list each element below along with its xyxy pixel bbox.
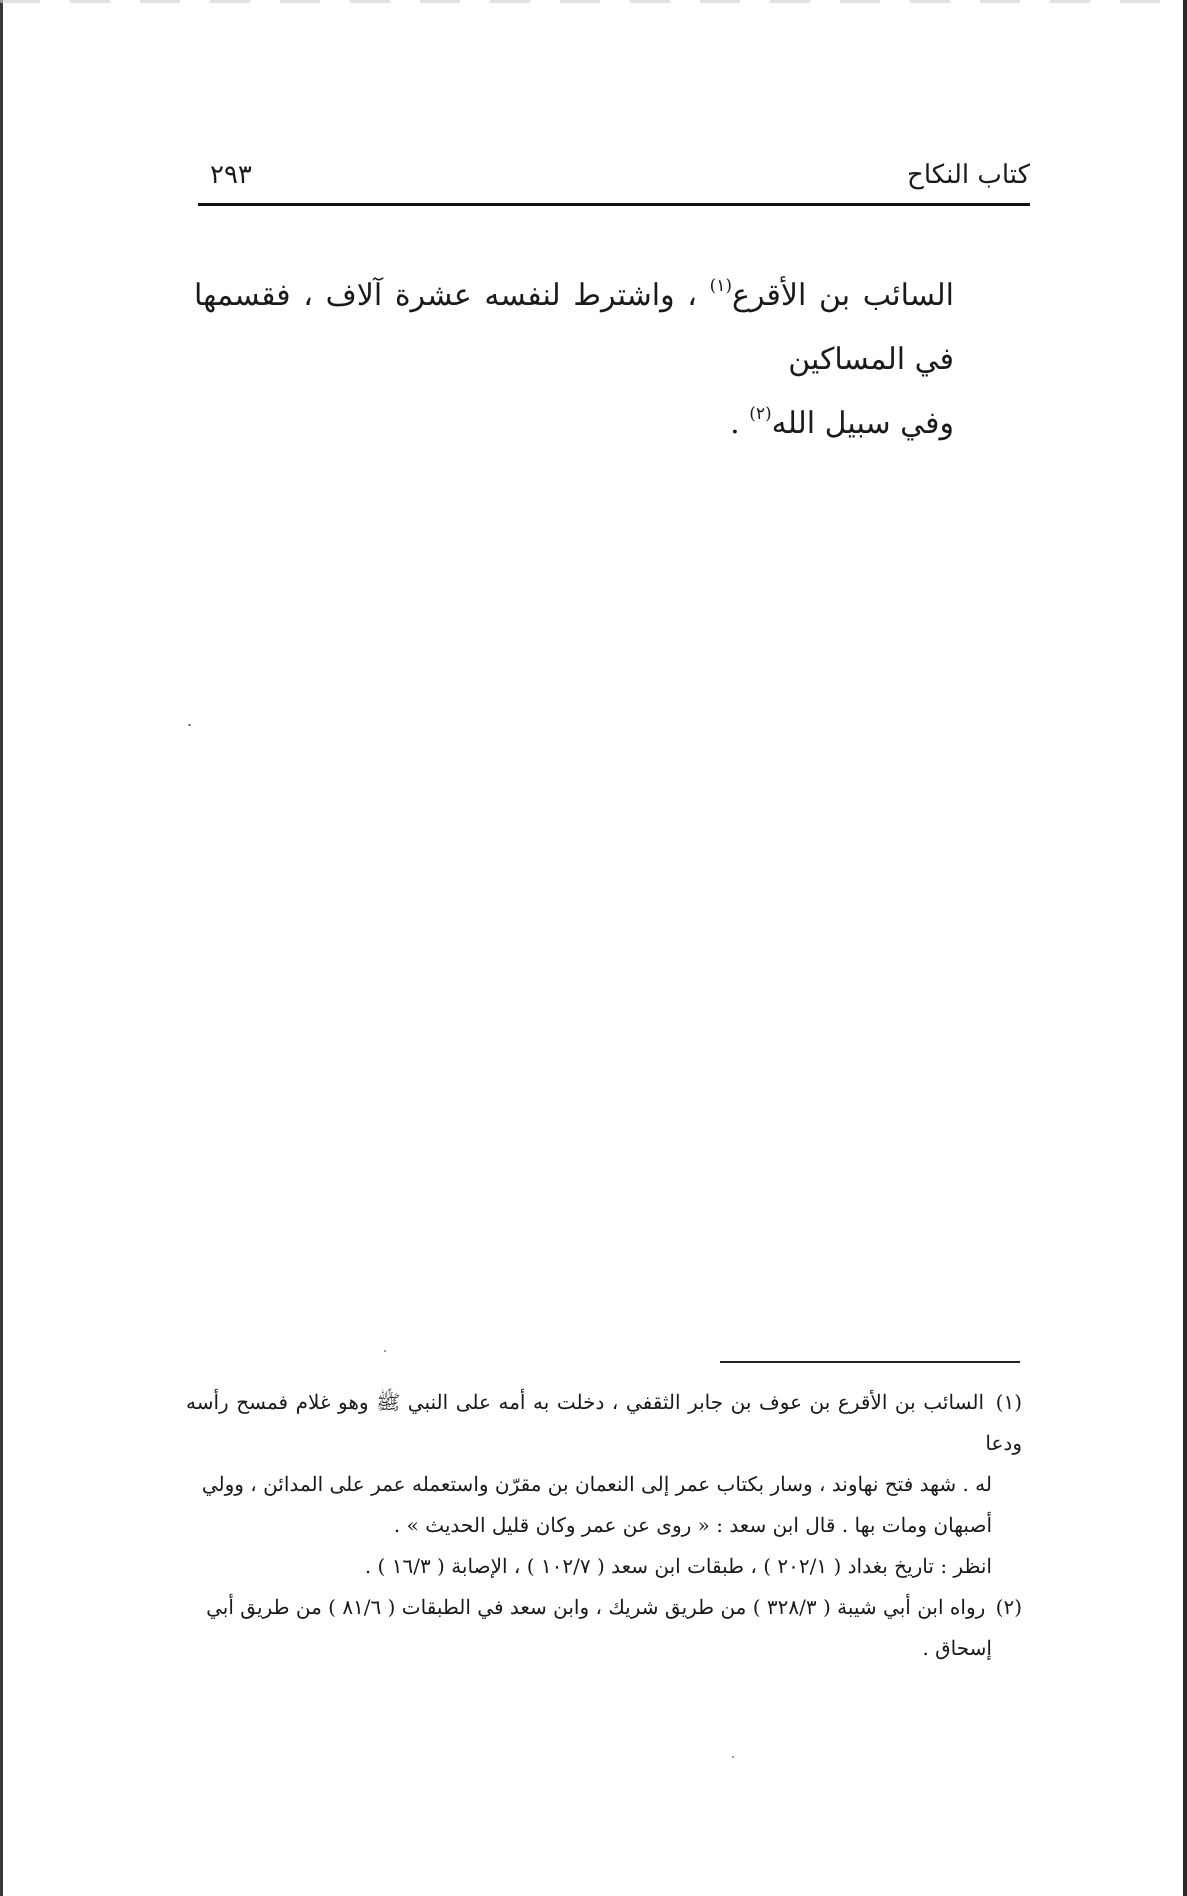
footnote-line <box>186 1382 1022 1464</box>
main-text <box>194 264 954 456</box>
scan-top-noise <box>0 0 1187 3</box>
scan-speck <box>384 1350 386 1352</box>
scan-speck <box>732 1756 734 1758</box>
footnote-line <box>186 1587 1022 1628</box>
text-segment: ، واشترط لنفسه عشرة آلاف ، فقسمها في المساكين <box>194 278 954 377</box>
running-header <box>198 160 1030 204</box>
text-segment: . <box>730 406 750 441</box>
footnote-2 <box>186 1587 1022 1669</box>
main-text-line <box>194 392 954 456</box>
footnote-line: إسحاق . <box>922 1636 992 1660</box>
footnote-number: (١) <box>995 1390 1022 1414</box>
footnote-text: السائب بن الأقرع بن عوف بن جابر الثقفي ، دخلت به أمه على النبي ﷺ وهو غلام فمسح رأسه ودعا <box>186 1390 1022 1455</box>
scan-edge-right <box>1183 0 1187 1896</box>
page-number: ٢٩٣ <box>210 160 252 190</box>
text-segment: وفي سبيل الله <box>771 406 954 441</box>
header-rule <box>198 203 1030 206</box>
footnote-marker-2[interactable]: (٢) <box>749 404 772 424</box>
footnote-text: رواه ابن أبي شيبة ( ٣٢٨/٣ ) من طريق شريك ، وابن سعد في الطبقات ( ٨١/٦ ) من طريق أبي <box>206 1595 986 1619</box>
footnote-line: له . شهد فتح نهاوند ، وسار بكتاب عمر إلى النعمان بن مقرّن واستعمله عمر على المدائن ، وولي <box>201 1472 992 1496</box>
scan-edge-left <box>0 0 3 1896</box>
footnote-line: أصبهان ومات بها . قال ابن سعد : « روى عن عمر وكان قليل الحديث » . <box>393 1513 992 1537</box>
text-segment: السائب بن الأقرع <box>732 278 954 313</box>
chapter-title: كتاب النكاح <box>907 160 1030 190</box>
footnotes <box>186 1382 1022 1669</box>
scan-speck <box>188 724 191 726</box>
footnote-separator <box>720 1361 1020 1363</box>
footnote-line: انظر : تاريخ بغداد ( ٢٠٢/١ ) ، طبقات ابن سعد ( ١٠٢/٧ ) ، الإصابة ( ١٦/٣ ) . <box>364 1554 992 1578</box>
footnote-number: (٢) <box>995 1595 1022 1619</box>
footnote-1 <box>186 1382 1022 1587</box>
main-text-line <box>194 264 954 392</box>
footnote-marker-1[interactable]: (١) <box>709 276 733 296</box>
